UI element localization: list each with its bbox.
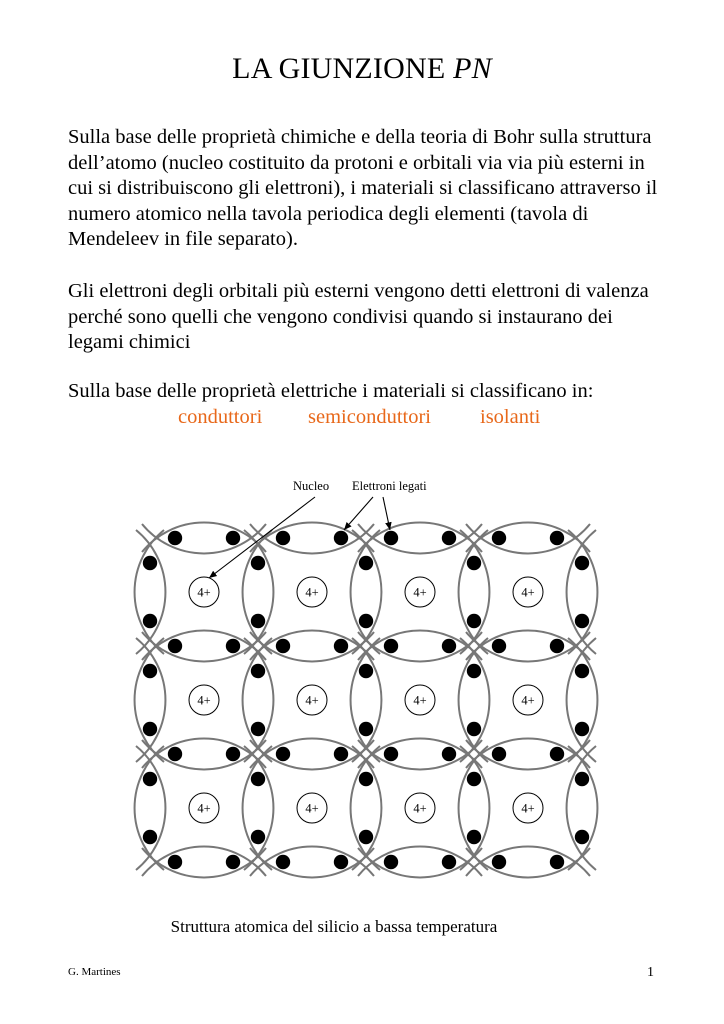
nucleus-charge-label: 4+ [197,585,211,600]
bond-line [136,638,165,762]
electron-arrow-right [383,497,390,530]
valence-electron [467,722,481,736]
nucleus-charge-label: 4+ [521,801,535,816]
nucleus-label: Nucleo [293,479,330,493]
bond-line [466,848,590,877]
figure-caption: Struttura atomica del silicio a bassa temperatura [170,917,498,936]
valence-electron [251,830,265,844]
valence-electron [384,855,398,869]
page-title: LA GIUNZIONE PN [232,52,492,85]
valence-electron [334,855,348,869]
bond-line [466,740,590,769]
valence-electron [492,747,506,761]
valence-electron [359,614,373,628]
bond-line [466,524,590,553]
bond-line [460,638,489,762]
silicon-nucleus [297,577,327,607]
bond-line [460,746,489,870]
bond-line [567,746,596,870]
valence-electron [575,772,589,786]
valence-electron [442,531,456,545]
valence-electron [143,556,157,570]
nucleus-charge-label: 4+ [413,801,427,816]
nucleus-charge-label: 4+ [197,801,211,816]
valence-electron [168,855,182,869]
valence-electron [334,747,348,761]
valence-electron [359,722,373,736]
valence-electron [467,664,481,678]
bond-line [567,638,596,762]
valence-electron [492,639,506,653]
bond-line [142,848,266,877]
valence-electron [442,747,456,761]
silicon-lattice-diagram [115,468,625,908]
bond-line [250,524,374,553]
valence-electron [575,614,589,628]
intro-paragraph: Sulla base delle proprietà chimiche e della teoria di Bohr sulla struttura dell’atomo (nucleo costituito da protoni e orbitali via via più esterni in cui si distribuiscono gli elettroni), i materiali si classificano attraverso il numero atomico nella tavola periodica degli elementi (tavola di Mendeleev in file separato). [68,126,658,250]
bond-line [250,523,374,552]
bond-line [250,847,374,876]
bond-line [351,638,380,762]
bond-line [358,523,482,552]
valence-electron [276,747,290,761]
electrons-label: Elettroni legati [352,479,427,493]
bond-line [351,530,380,654]
valence-electron [143,830,157,844]
nucleus-charge-label: 4+ [413,585,427,600]
valence-electron [251,556,265,570]
bond-line [142,632,266,661]
silicon-nucleus [513,793,543,823]
nucleus-charge-label: 4+ [521,585,535,600]
bond-line [352,530,381,654]
bond-line [358,631,482,660]
bond-line [142,631,266,660]
nucleus-charge-label: 4+ [305,801,319,816]
valence-electron [442,639,456,653]
valence-electron [442,855,456,869]
bond-line [459,746,488,870]
bond-line [250,739,374,768]
nucleus-charge-label: 4+ [305,693,319,708]
silicon-nucleus [405,793,435,823]
bond-line [358,740,482,769]
page-number: 1 [647,965,654,980]
valence-electron [359,556,373,570]
silicon-nucleus [513,577,543,607]
bond-line [142,523,266,552]
silicon-nucleus [189,685,219,715]
bond-line [250,848,374,877]
nucleus-charge-label: 4+ [197,693,211,708]
bond-line [244,530,273,654]
valence-electron [575,830,589,844]
valence-electron [251,772,265,786]
valence-electron [168,639,182,653]
bond-line [243,638,272,762]
classification-paragraph: Sulla base delle proprietà elettriche i materiali si classificano in: [68,380,594,402]
valence-electron [384,747,398,761]
bond-line [135,530,164,654]
bond-line [250,631,374,660]
valence-electron [467,830,481,844]
valence-electron [251,722,265,736]
nucleus-charge-label: 4+ [305,585,319,600]
valence-electron [467,556,481,570]
valence-paragraph: Gli elettroni degli orbitali più esterni vengono detti elettroni di valenza perché sono quelli che vengono condivisi quando si instaurano dei legami chimici [68,280,649,353]
nucleus-charge-label: 4+ [521,693,535,708]
silicon-nucleus [297,685,327,715]
valence-electron [550,747,564,761]
bond-line [568,638,597,762]
bond-line [250,740,374,769]
valence-electron [276,531,290,545]
bond-line [358,848,482,877]
valence-electron [467,772,481,786]
valence-electron [334,639,348,653]
bond-line [136,530,165,654]
bond-line [459,530,488,654]
valence-electron [359,830,373,844]
silicon-nucleus [513,685,543,715]
valence-electron [359,772,373,786]
bond-line [142,739,266,768]
silicon-nucleus [405,685,435,715]
bond-line [142,740,266,769]
silicon-nucleus [405,577,435,607]
valence-electron [143,664,157,678]
valence-electron [251,614,265,628]
valence-electron [467,614,481,628]
valence-electron [492,531,506,545]
bond-line [466,847,590,876]
valence-electron [359,664,373,678]
valence-electron [276,639,290,653]
bond-line [358,847,482,876]
valence-electron [334,531,348,545]
bond-line [466,631,590,660]
bond-line [460,530,489,654]
bond-line [568,530,597,654]
valence-electron [550,531,564,545]
silicon-nucleus [189,577,219,607]
footer-author: G. Martines [68,966,121,978]
class-semiconductors: semiconduttori [308,406,431,428]
valence-electron [384,531,398,545]
bond-line [568,746,597,870]
bond-line [352,746,381,870]
bond-line [466,739,590,768]
valence-electron [575,556,589,570]
bond-line [466,523,590,552]
bond-line [243,746,272,870]
bond-line [250,632,374,661]
bond-line [135,746,164,870]
valence-electron [226,639,240,653]
bond-line [358,632,482,661]
bond-line [136,746,165,870]
bond-line [135,638,164,762]
bond-line [142,847,266,876]
valence-electron [492,855,506,869]
nucleus-charge-label: 4+ [413,693,427,708]
valence-electron [575,664,589,678]
bond-line [352,638,381,762]
valence-electron [226,531,240,545]
valence-electron [226,855,240,869]
valence-electron [550,855,564,869]
valence-electron [575,722,589,736]
bond-line [466,632,590,661]
valence-electron [143,772,157,786]
bond-line [358,524,482,553]
silicon-nucleus [189,793,219,823]
valence-electron [168,747,182,761]
bond-line [244,638,273,762]
valence-electron [276,855,290,869]
valence-electron [251,664,265,678]
valence-electron [168,531,182,545]
bond-line [351,746,380,870]
class-conductors: conduttori [178,406,263,428]
class-insulators: isolanti [480,406,541,428]
valence-electron [550,639,564,653]
bond-line [244,746,273,870]
bond-line [459,638,488,762]
valence-electron [384,639,398,653]
silicon-nucleus [297,793,327,823]
valence-electron [143,722,157,736]
valence-electron [226,747,240,761]
bond-line [358,739,482,768]
valence-electron [143,614,157,628]
bond-line [567,530,596,654]
